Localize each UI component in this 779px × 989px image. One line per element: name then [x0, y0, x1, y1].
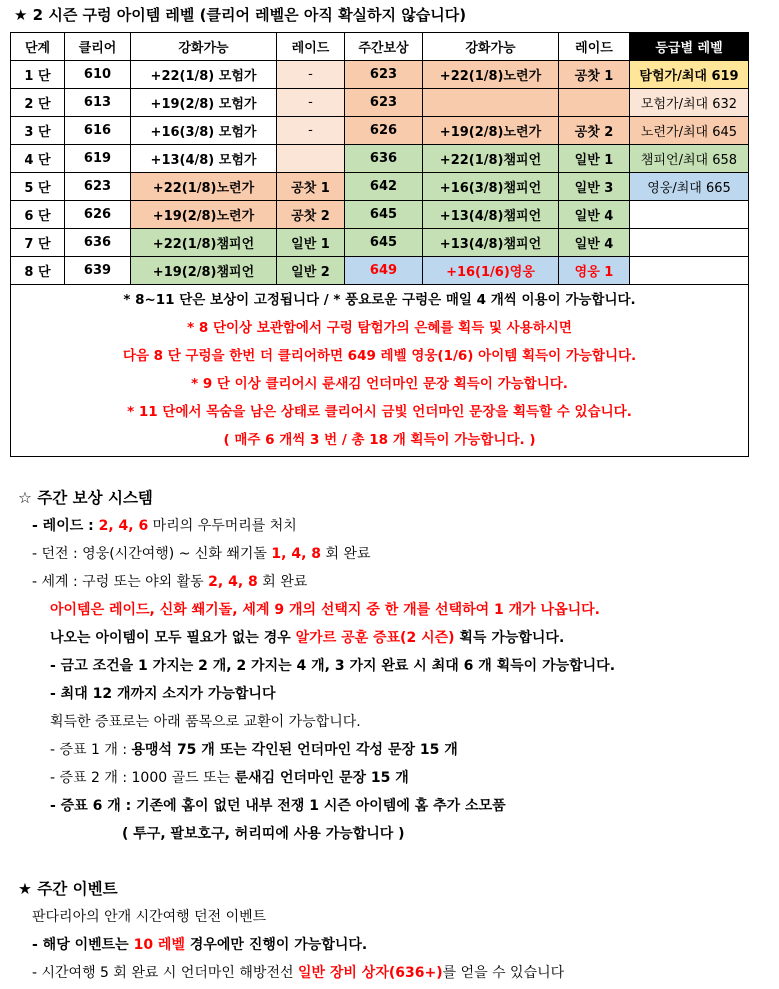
- event-reward-item: 일반 장비 상자(636+): [297, 965, 443, 981]
- note-line: * 9 단 이상 클리어시 룬새김 언더마인 문장 획득이 가능합니다.: [191, 376, 568, 392]
- note-line: * 8~11 단은 보상이 고정됩니다 / * 풍요로운 구렁은 매일 4 개씩 이용이 가능합니다.: [123, 292, 636, 308]
- event-desc: 판다리아의 안개 시간여행 던전 이벤트: [32, 909, 267, 925]
- choose-line: 아이템은 레이드, 신화 쐐기돌, 세계 9 개의 선택지 중 한 개를 선택하여 1 개가 나옵니다.: [50, 602, 600, 618]
- header-weekly-raid: 레이드: [559, 33, 630, 61]
- clear-cell: 623: [65, 173, 131, 201]
- vault-line: - 금고 조건을 1 가지는 2 개, 2 가지는 4 개, 3 가지 완료 시 최대 6 개 획득이 가능합니다.: [50, 658, 616, 674]
- token6-line: - 증표 6 개 : 기존에 홈이 없던 내부 전쟁 1 시즌 아이템에 홈 추가 소모품: [50, 798, 506, 814]
- grade-name: 챔피언/최대: [640, 153, 713, 168]
- weekly-raid-cell: 일반 4: [559, 201, 630, 229]
- table-row: [11, 201, 749, 229]
- header-stage: 단계: [11, 33, 65, 61]
- event-cond-line: [32, 934, 367, 954]
- world-label: - 세계 : 구렁 또는 야외 활동: [32, 574, 209, 590]
- clear-cell: 639: [65, 257, 131, 285]
- clear-cell: 616: [65, 117, 131, 145]
- weekly-cell: 645: [345, 229, 423, 257]
- clear-cell: 626: [65, 201, 131, 229]
- event-reward-line: [32, 962, 564, 982]
- token1-desc: 용맹석 75 개 또는 각인된 언더마인 각성 문장 15 개: [131, 742, 458, 758]
- stage-cell: 1 단: [11, 61, 65, 89]
- notes-cell: [11, 285, 749, 457]
- header-raid: 레이드: [277, 33, 345, 61]
- header-weekly-enhance: 강화가능: [423, 33, 559, 61]
- weekly-cell: 626: [345, 117, 423, 145]
- weekly-cell: 623: [345, 89, 423, 117]
- table-row: [11, 145, 749, 173]
- weekly-raid-line: [32, 515, 297, 535]
- weekly-world-line: [32, 571, 307, 591]
- weekly-enhance-cell: +16(1/6)영웅: [423, 257, 559, 285]
- table-row: [11, 61, 749, 89]
- weekly-raid-cell: 공찻 2: [559, 117, 630, 145]
- grade-num: 619: [711, 69, 739, 84]
- weekly-raid-cell: 일반 3: [559, 173, 630, 201]
- raid-cell: -: [277, 61, 345, 89]
- event-cond-post: 경우에만 진행이 가능합니다.: [184, 937, 368, 953]
- grade-cell: [630, 229, 749, 257]
- table-row: [11, 229, 749, 257]
- weekly-enhance-cell: +13(4/8)챔피언: [423, 229, 559, 257]
- max-line: - 최대 12 개까지 소지가 가능합니다: [50, 686, 276, 702]
- weekly-raid-cell: 일반 4: [559, 229, 630, 257]
- event-cond-pre: - 해당 이벤트는: [32, 937, 134, 953]
- token1-line: [50, 739, 458, 759]
- enhance-cell: +16(3/8) 모험가: [131, 117, 277, 145]
- stage-cell: 4 단: [11, 145, 65, 173]
- weekly-cell: 623: [345, 61, 423, 89]
- weekly-cell: 645: [345, 201, 423, 229]
- token2-line: [50, 767, 409, 787]
- note-line: 다음 8 단 구렁을 한번 더 클리어하면 649 레벨 영웅(1/6) 아이템 획득이 가능합니다.: [122, 348, 637, 364]
- enhance-cell: +22(1/8)챔피언: [131, 229, 277, 257]
- weekly-enhance-cell: +22(1/8)노련가: [423, 61, 559, 89]
- grade-cell: [630, 145, 749, 173]
- raid-cell: 공찻 2: [277, 201, 345, 229]
- weekly-cell: 649: [345, 257, 423, 285]
- raid-counts: 2, 4, 6: [98, 518, 149, 534]
- token1-label: - 증표 1 개 :: [50, 742, 132, 758]
- event-reward-pre: - 시간여행 5 회 완료 시 언더마인 해방전선: [32, 965, 298, 981]
- weekly-enhance-cell: +19(2/8)노련가: [423, 117, 559, 145]
- header-enhance: 강화가능: [131, 33, 277, 61]
- header-grade-level: 등급별 레벨: [630, 33, 749, 61]
- raid-label: - 레이드 :: [32, 518, 99, 534]
- grade-cell: [630, 89, 749, 117]
- dungeon-label: - 던전 : 영웅(시간여행) ~ 신화 쐐기돌: [32, 546, 272, 562]
- clear-cell: 619: [65, 145, 131, 173]
- grade-cell: [630, 257, 749, 285]
- clear-cell: 610: [65, 61, 131, 89]
- grade-name: 영웅/최대: [647, 181, 706, 196]
- event-cond-level: 10 레벨: [133, 937, 185, 953]
- enhance-cell: +19(2/8)챔피언: [131, 257, 277, 285]
- page-title: ★ 2 시즌 구렁 아이템 레벨 (클리어 레벨은 아직 확실하지 않습니다): [14, 6, 467, 24]
- raid-cell: [277, 145, 345, 173]
- item-level-table: [10, 32, 749, 457]
- clear-cell: 613: [65, 89, 131, 117]
- raid-cell: -: [277, 117, 345, 145]
- enhance-cell: +22(1/8) 모험가: [131, 61, 277, 89]
- header-clear: 클리어: [65, 33, 131, 61]
- weekly-heading: ☆ 주간 보상 시스템: [18, 489, 153, 507]
- grade-name: 모험가/최대: [640, 97, 713, 112]
- event-heading: ★ 주간 이벤트: [18, 880, 118, 898]
- enhance-cell: +22(1/8)노련가: [131, 173, 277, 201]
- weekly-enhance-cell: +22(1/8)챔피언: [423, 145, 559, 173]
- table-header-row: [11, 33, 749, 61]
- raid-cell: 일반 1: [277, 229, 345, 257]
- enhance-cell: +19(2/8)노련가: [131, 201, 277, 229]
- token6-note: ( 투구, 팔보호구, 허리띠에 사용 가능합니다 ): [122, 826, 405, 842]
- stage-cell: 5 단: [11, 173, 65, 201]
- world-desc: 회 완료: [257, 574, 308, 590]
- notes-row: [11, 285, 749, 457]
- grade-num: 632: [712, 97, 738, 112]
- token2-label: - 증표 2 개 : 1000 골드 또는: [50, 770, 235, 786]
- exchange-line: 획득한 증표로는 아래 품목으로 교환이 가능합니다.: [50, 714, 361, 730]
- weekly-dungeon-line: [32, 543, 370, 563]
- event-reward-post: 를 얻을 수 있습니다: [442, 965, 565, 981]
- note-line: * 8 단이상 보관함에서 구렁 탐험가의 은혜를 획득 및 사용하시면: [187, 320, 572, 336]
- grade-cell: [630, 173, 749, 201]
- weekly-raid-cell: 공찻 1: [559, 61, 630, 89]
- weekly-raid-cell: 영웅 1: [559, 257, 630, 285]
- token-name: 알가르 공훈 증표(2 시즌): [295, 630, 455, 646]
- weekly-enhance-cell: +16(3/8)챔피언: [423, 173, 559, 201]
- grade-cell: [630, 201, 749, 229]
- grade-num: 665: [705, 181, 731, 196]
- table-row: [11, 117, 749, 145]
- token2-desc: 룬새김 언더마인 문장 15 개: [234, 770, 409, 786]
- table-row: [11, 89, 749, 117]
- dungeon-counts: 1, 4, 8: [271, 546, 321, 562]
- clear-cell: 636: [65, 229, 131, 257]
- header-weekly: 주간보상: [345, 33, 423, 61]
- dungeon-desc: 회 완료: [321, 546, 371, 562]
- table-row: [11, 257, 749, 285]
- grade-cell: [630, 117, 749, 145]
- raid-desc: 마리의 우두머리를 처치: [148, 518, 297, 534]
- weekly-raid-cell: [559, 89, 630, 117]
- raid-cell: 일반 2: [277, 257, 345, 285]
- stage-cell: 3 단: [11, 117, 65, 145]
- stage-cell: 8 단: [11, 257, 65, 285]
- enhance-cell: +19(2/8) 모험가: [131, 89, 277, 117]
- world-counts: 2, 4, 8: [208, 574, 258, 590]
- note-line: ( 매주 6 개씩 3 번 / 총 18 개 획득이 가능합니다. ): [223, 432, 536, 448]
- stage-cell: 7 단: [11, 229, 65, 257]
- weekly-enhance-cell: [423, 89, 559, 117]
- enhance-cell: +13(4/8) 모험가: [131, 145, 277, 173]
- grade-cell: [630, 61, 749, 89]
- grade-num: 645: [712, 125, 738, 140]
- token-post: 획득 가능합니다.: [454, 630, 565, 646]
- weekly-enhance-cell: +13(4/8)챔피언: [423, 201, 559, 229]
- weekly-cell: 642: [345, 173, 423, 201]
- weekly-cell: 636: [345, 145, 423, 173]
- note-line: * 11 단에서 목숨을 남은 상태로 클리어시 금빛 언더마인 문장을 획득할 수 있습니다.: [127, 404, 632, 420]
- raid-cell: -: [277, 89, 345, 117]
- weekly-raid-cell: 일반 1: [559, 145, 630, 173]
- token-line: [50, 627, 564, 647]
- stage-cell: 2 단: [11, 89, 65, 117]
- grade-num: 658: [712, 153, 738, 168]
- stage-cell: 6 단: [11, 201, 65, 229]
- grade-name: 탐험가/최대: [639, 69, 712, 84]
- raid-cell: 공찻 1: [277, 173, 345, 201]
- token-pre: 나오는 아이템이 모두 필요가 없는 경우: [50, 630, 296, 646]
- table-row: [11, 173, 749, 201]
- grade-name: 노련가/최대: [640, 125, 713, 140]
